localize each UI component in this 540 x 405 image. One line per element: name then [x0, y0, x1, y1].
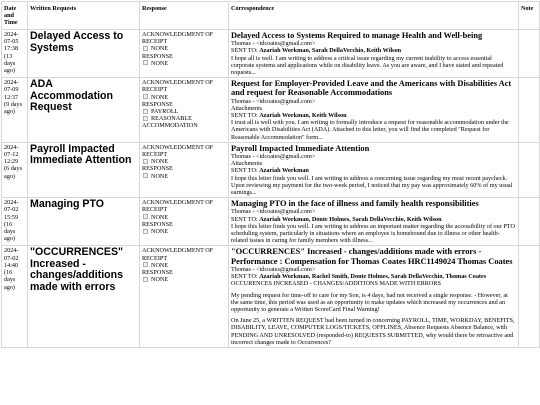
response-label: RESPONSE	[142, 100, 173, 108]
sent-to-line	[231, 112, 516, 119]
checkbox[interactable]	[143, 109, 148, 114]
ack-label: ACKNOWLEDGMENT OF RECEIPT	[142, 247, 214, 262]
option-label: NONE	[151, 45, 169, 53]
request-title: Payroll Impacted Immediate Attention	[30, 142, 132, 167]
request-cell	[28, 78, 140, 143]
date-cell	[2, 78, 28, 143]
age-line: (16	[4, 269, 13, 277]
table-row	[2, 142, 540, 197]
response-label: RESPONSE	[142, 269, 173, 277]
time-line: 12:29	[4, 158, 19, 166]
header-date: Date and Time	[2, 2, 28, 30]
attachments-link[interactable]: Attachments	[231, 104, 263, 112]
option-label: NONE	[151, 172, 169, 180]
age-line: ago)	[4, 108, 15, 116]
ack-option	[142, 214, 226, 221]
ack-option	[142, 45, 226, 52]
ack-option	[142, 158, 226, 165]
ack-option	[142, 262, 226, 269]
sender-line: Thomas - <tdcoates@gmail.com>	[231, 40, 316, 48]
date-line: 2024-	[4, 79, 19, 87]
note-cell[interactable]	[519, 78, 540, 143]
recipients: Azariah Workman, Donte Holmes, Sarah DellaVecchio, Keith Wilson	[259, 215, 442, 223]
time-line: 15:59	[4, 213, 19, 221]
message-excerpt: My pending request for time-off to care for my Son, is 4 days, had not received a single response. - However, at the same time, this period was used as an opportunity to make updates which increased my occurrences and an opportunity to generate a Written ScoreCard Final Warning!	[231, 291, 508, 313]
checkbox[interactable]	[143, 159, 148, 164]
note-cell[interactable]	[519, 142, 540, 197]
checkbox[interactable]	[143, 116, 148, 121]
header-requests: Written Requests	[28, 2, 140, 30]
date-line: 2024-	[4, 247, 19, 255]
sender-line: Thomas - <tdcoates@gmail.com>	[231, 265, 316, 273]
correspondence-cell	[229, 198, 519, 246]
option-label: NONE	[151, 158, 169, 166]
ack-label: ACKNOWLEDGMENT OF RECEIPT	[142, 79, 214, 94]
checkbox[interactable]	[143, 262, 148, 267]
response-cell	[140, 30, 229, 78]
ack-option	[142, 94, 226, 101]
sent-to-label: SENT TO:	[231, 273, 258, 281]
age-line: days	[4, 228, 16, 236]
ack-label: ACKNOWLEDGMENT OF RECEIPT	[142, 31, 214, 46]
table-row	[2, 246, 540, 347]
message-excerpt: I hope this letter finds you well. I am writing to address a concerning issue regarding my most recent paycheck. Upon reviewing my payment for the two-week period, I noticed that my pay was approximately 60% of my usual earnings...	[231, 174, 513, 197]
option-label: PAYROLL	[151, 108, 179, 116]
sender-line: Thomas - <tdcoates@gmail.com>	[231, 208, 316, 216]
correspondence-title[interactable]: Managing PTO in the face of illness and family health responsibilities	[231, 199, 479, 209]
response-label: RESPONSE	[142, 165, 173, 173]
recipients: Azariah Workman	[259, 167, 309, 175]
sent-to-label: SENT TO:	[231, 47, 258, 55]
sent-to-label: SENT TO:	[231, 112, 258, 120]
age-line: (6 days	[4, 165, 23, 173]
request-cell	[28, 198, 140, 246]
checkbox[interactable]	[143, 173, 148, 178]
response-option	[142, 276, 226, 283]
checkbox[interactable]	[143, 46, 148, 51]
checkbox[interactable]	[143, 94, 148, 99]
request-title: Managing PTO	[30, 198, 104, 211]
option-label: NONE	[151, 59, 169, 67]
date-cell	[2, 142, 28, 197]
checkbox[interactable]	[143, 229, 148, 234]
table-row	[2, 78, 540, 143]
header-correspondence: Correspondence	[229, 2, 519, 30]
option-label: NONE	[151, 261, 169, 269]
date-line: 2024-	[4, 143, 19, 151]
request-title: ADA Accommodation Request	[30, 78, 113, 114]
option-label: NONE	[151, 93, 169, 101]
correspondence-title[interactable]: Request for Employer-Provided Leave and the Americans with Disabilities Act and request for Reasonable Accommodations	[231, 79, 512, 98]
table-header-row	[2, 2, 540, 30]
date-line: 07-02	[4, 254, 19, 262]
time-line: 14:40	[4, 261, 19, 269]
subject-line: OCCURENCES INCREASED - CHANGES/ADDITIONS MADE WITH ERRORS	[231, 280, 441, 288]
response-cell	[140, 78, 229, 143]
age-line: days	[4, 59, 16, 67]
date-line: 2024-	[4, 199, 19, 207]
note-cell[interactable]	[519, 246, 540, 347]
response-option	[142, 173, 226, 180]
correspondence-title[interactable]: Payroll Impacted Immediate Attention	[231, 143, 370, 153]
recipients: Azariah Workman, Keith Wilson	[259, 112, 347, 120]
time-line: 12:37	[4, 93, 19, 101]
response-option	[142, 115, 226, 129]
sender-line: Thomas - <tdcoates@gmail.com>	[231, 97, 316, 105]
sender-line: Thomas - <tdcoates@gmail.com>	[231, 153, 316, 161]
age-line: (9 days	[4, 100, 23, 108]
message-excerpt: On June 25, a WRITTEN REQUEST had been turned in concerning PAYROLL, TIME, WORKDAY, BENEFITS, DISABILITY, LEAVE, COMPUTER LOGS/TICKETS, OFFLINES, Absence Requests Absence Balance, with PENDING AND UNRESOLVED (responded-to) REQUESTS SUBMITTED, why would there be retroactive and incorrect changes made to Occurrences?	[231, 317, 515, 346]
response-cell	[140, 142, 229, 197]
note-cell[interactable]	[519, 198, 540, 246]
attachments-link[interactable]: Attachments	[231, 160, 263, 168]
age-line: (16	[4, 220, 13, 228]
age-line: (13	[4, 52, 13, 60]
correspondence-cell	[229, 246, 519, 347]
correspondence-title[interactable]: "OCCURRENCES" Increased - changes/additions made with errors - Performance : Compensation for Thomas Coates HRC1149024 Thomas Coates	[231, 247, 513, 266]
header-response: Response	[140, 2, 229, 30]
correspondence-title[interactable]: Delayed Access to Systems Required to manage Health and Well-being	[231, 31, 483, 40]
time-line: 17:38	[4, 45, 19, 53]
response-option	[142, 60, 226, 67]
response-cell	[140, 198, 229, 246]
date-line: 07-05	[4, 38, 19, 46]
response-option	[142, 108, 226, 115]
recipients: Azariah Workman, Sarah DellaVecchio, Keith Wilson	[259, 47, 402, 55]
date-line: 2024-	[4, 31, 19, 38]
request-cell	[28, 246, 140, 347]
message-excerpt: I hope this letter finds you well. I am writing to address an important matter regarding the accessibility of our PTO scheduling system, particularly in situations where an employee is homebound due to illness or other health-related issues in caring for family members with illness...	[231, 222, 515, 245]
checkbox[interactable]	[143, 277, 148, 282]
option-label: REASONABLE ACCOMMODATION	[142, 115, 198, 130]
sent-to-label: SENT TO:	[231, 215, 258, 223]
correspondence-cell	[229, 78, 519, 143]
date-cell	[2, 246, 28, 347]
response-cell	[140, 246, 229, 347]
sent-to-line	[231, 216, 516, 223]
recipients: Azariah Workman, Rachel Smith, Donte Holmes, Sarah DellaVecchio, Thomas Coates	[259, 273, 487, 281]
age-line: ago)	[4, 67, 15, 75]
date-line: 07-12	[4, 151, 19, 159]
date-line: 07-02	[4, 206, 19, 214]
option-label: NONE	[151, 213, 169, 221]
sent-to-line	[231, 273, 516, 280]
sent-to-line	[231, 47, 516, 54]
date-cell	[2, 30, 28, 78]
request-title: Delayed Access to Systems	[30, 30, 124, 54]
sent-to-line	[231, 167, 516, 174]
correspondence-cell	[229, 30, 519, 78]
note-cell[interactable]	[519, 30, 540, 78]
ack-label: ACKNOWLEDGMENT OF RECEIPT	[142, 143, 214, 159]
checkbox[interactable]	[143, 60, 148, 65]
message-excerpt: I hope all is well. I am writing to address a critical issue regarding my current inability to access essential corporate systems and applications while on disability leave. As you are aware, and I have stated and repeated requests...	[231, 54, 504, 77]
written-requests-table	[1, 1, 540, 348]
response-option	[142, 228, 226, 235]
header-note: Note	[519, 2, 540, 30]
age-line: days	[4, 276, 16, 284]
option-label: NONE	[151, 228, 169, 236]
ack-label: ACKNOWLEDGMENT OF RECEIPT	[142, 199, 214, 214]
age-line: ago)	[4, 172, 15, 180]
checkbox[interactable]	[143, 214, 148, 219]
age-line: ago)	[4, 283, 15, 291]
age-line: ago)	[4, 235, 15, 243]
response-label: RESPONSE	[142, 220, 173, 228]
response-label: RESPONSE	[142, 52, 173, 60]
request-cell	[28, 142, 140, 197]
message-excerpt: I trust all is well with you. I am writing to formally introduce a request for reasonable accommodation under the Americans with Disabilities Act (ADA). Attached to this letter, you will find the completed "Request for Reasonable Accommodation" form...	[231, 119, 509, 141]
request-cell	[28, 30, 140, 78]
table-row	[2, 198, 540, 246]
sent-to-label: SENT TO:	[231, 167, 258, 175]
date-line: 07-09	[4, 86, 19, 94]
option-label: NONE	[151, 276, 169, 284]
correspondence-cell	[229, 142, 519, 197]
request-title: "OCCURRENCES" Increased - changes/additions made with errors	[30, 246, 124, 293]
date-cell	[2, 198, 28, 246]
table-row	[2, 30, 540, 78]
